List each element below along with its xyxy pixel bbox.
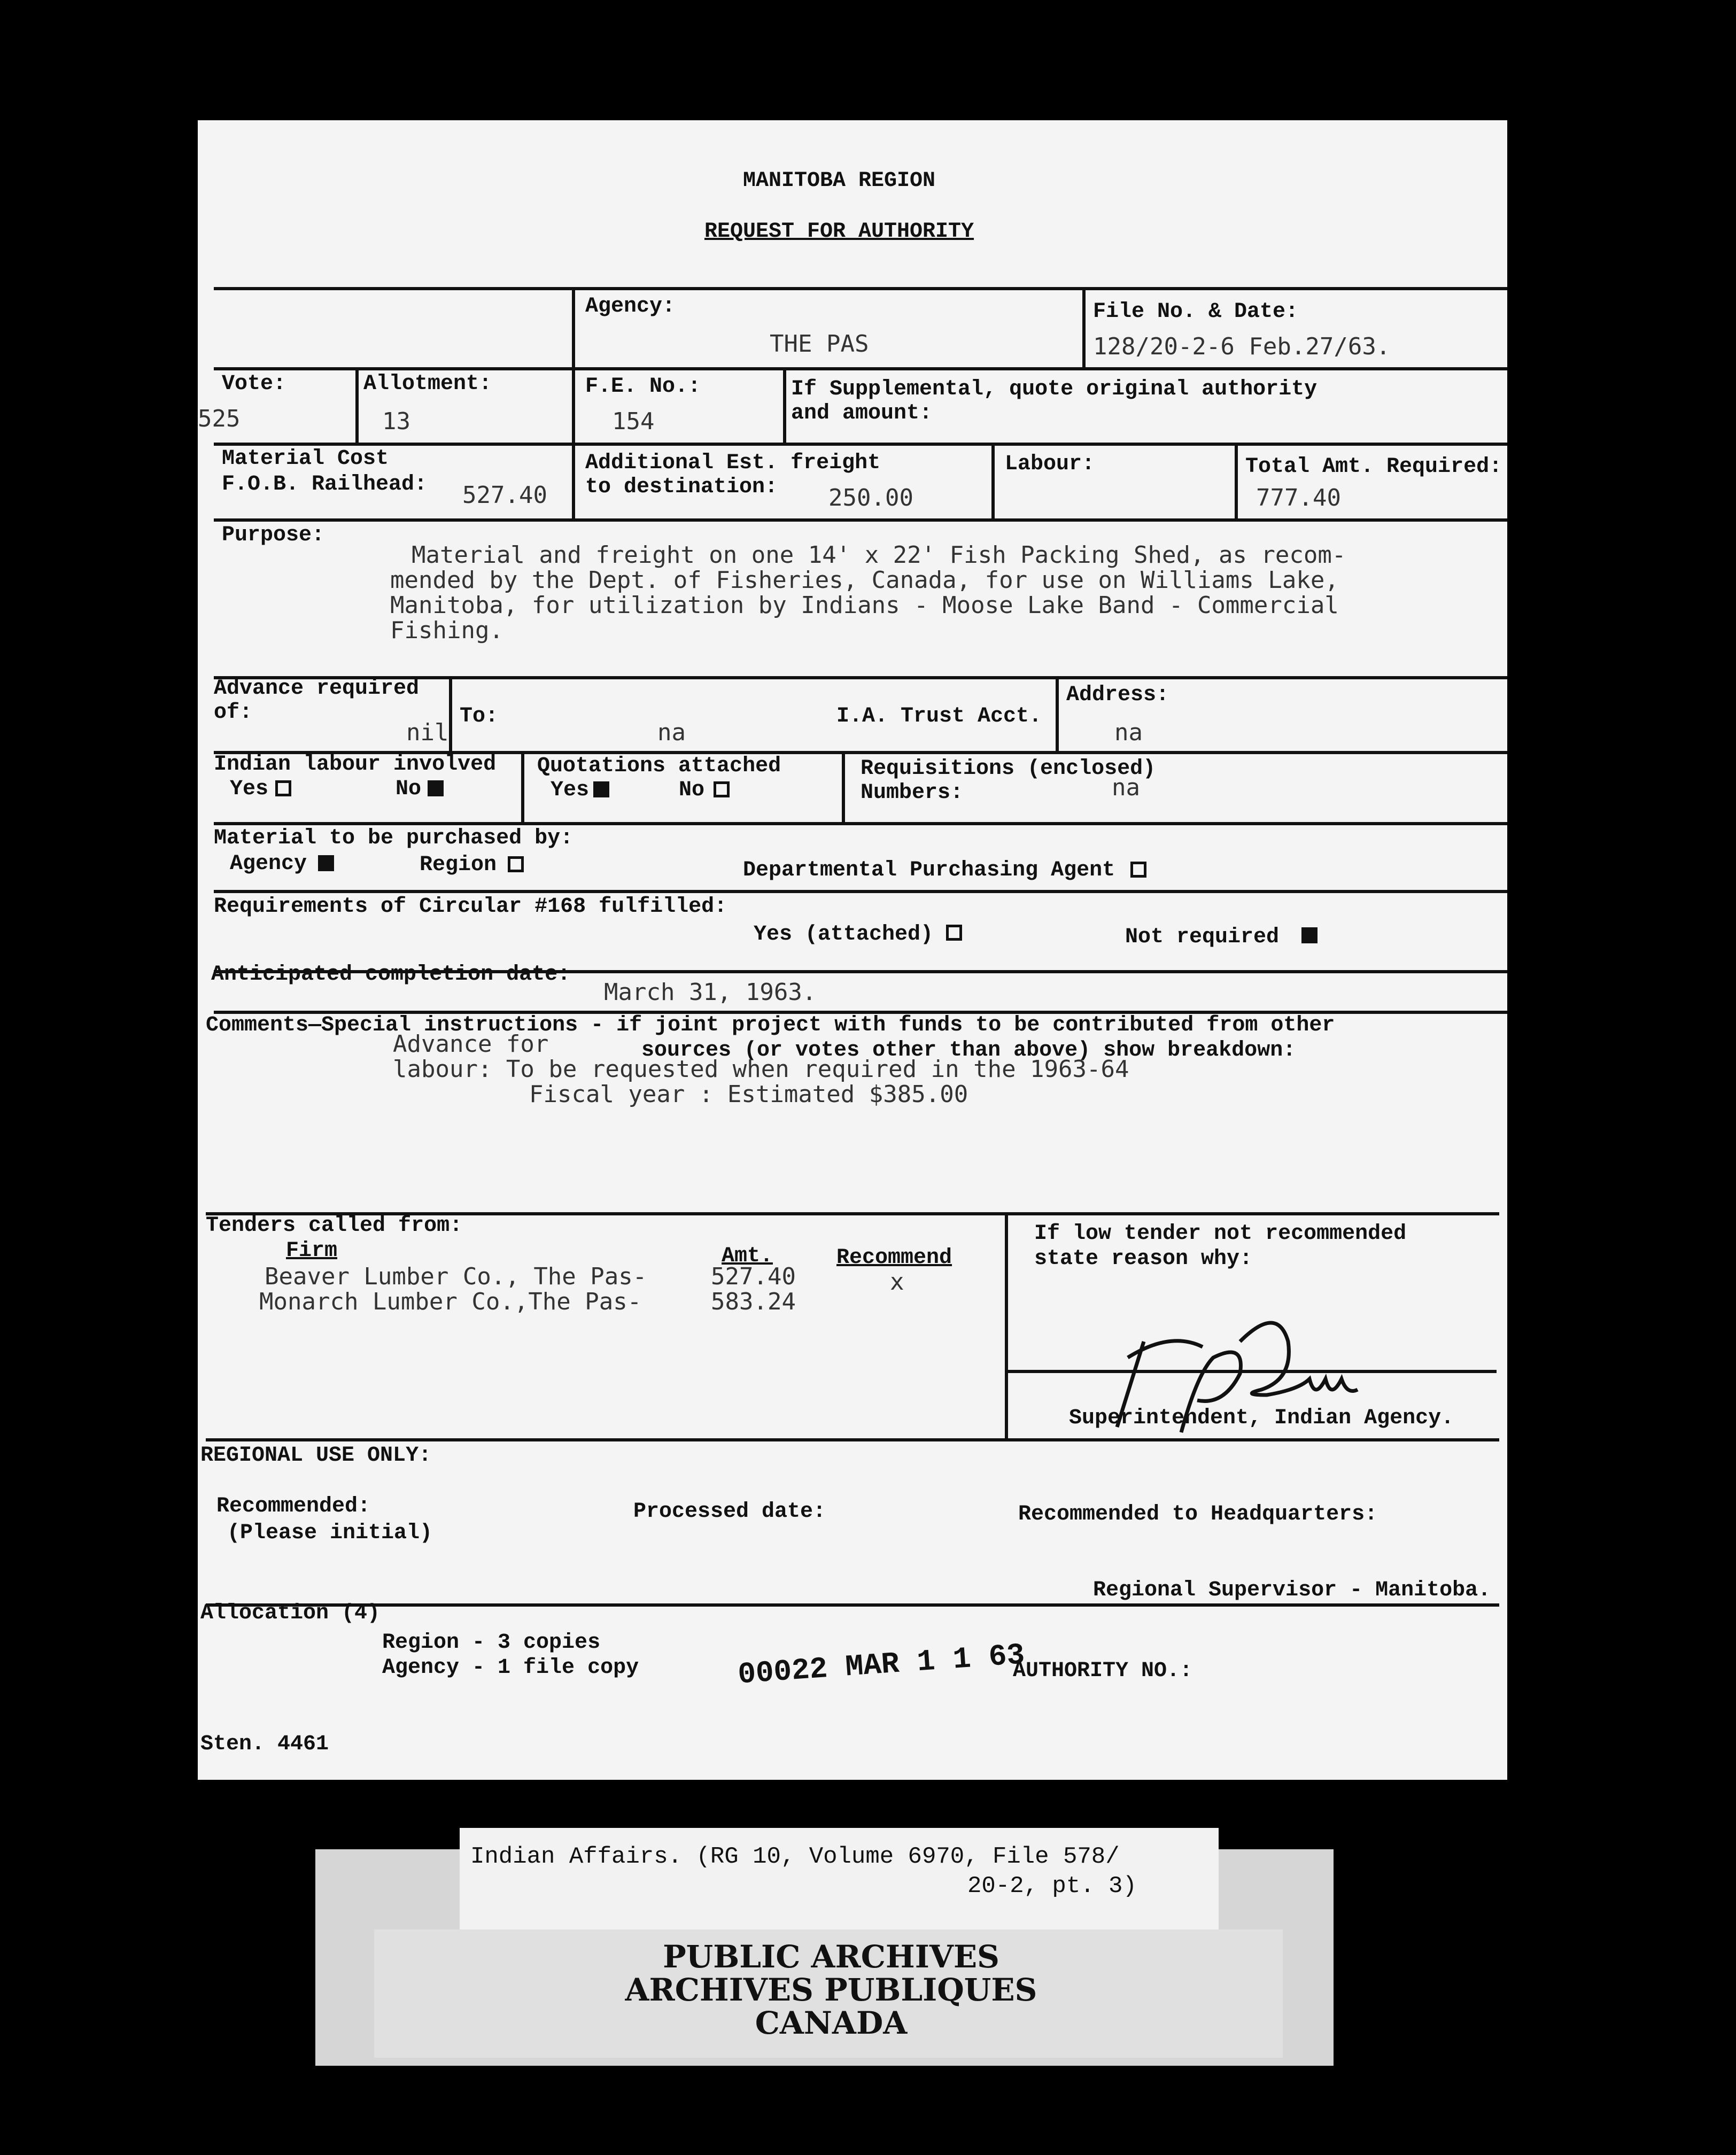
total-value: 777.40 (1256, 484, 1341, 511)
processed-date-label: Processed date: (633, 1500, 826, 1524)
allocation-region: Region - 3 copies (382, 1631, 601, 1655)
grid-line (214, 822, 1507, 825)
grid-line (214, 287, 1507, 290)
grid-line (1056, 676, 1059, 751)
please-initial-label: (Please initial) (227, 1521, 433, 1545)
grid-line (991, 443, 995, 518)
purpose-label: Purpose: (222, 523, 325, 547)
purchase-agency-label: Agency (230, 852, 307, 876)
completion-label: Anticipated completion date: (211, 963, 571, 987)
tenders-firm-header: Firm (286, 1239, 338, 1263)
advance-label-of: of: (214, 701, 253, 725)
grid-line (214, 443, 1507, 446)
superintendent-label: Superintendent, Indian Agency. (1069, 1406, 1454, 1430)
fe-label: F.E. No.: (585, 375, 701, 399)
circular-not-required-label: Not required (1125, 925, 1280, 949)
low-tender-label-reason: state reason why: (1034, 1247, 1253, 1271)
address-label: Address: (1066, 683, 1169, 707)
circular-yes-label: Yes (attached) (754, 923, 934, 947)
tenders-label: Tenders called from: (206, 1214, 463, 1238)
indian-labour-no-checkbox[interactable] (428, 780, 444, 796)
agency-value: THE PAS (770, 330, 869, 358)
grid-line (1235, 443, 1238, 518)
quotations-label: Quotations attached (537, 754, 781, 778)
material-cost-label-fob: F.O.B. Railhead: (222, 472, 428, 497)
vote-label: Vote: (222, 372, 286, 396)
recommended-label: Recommended: (216, 1494, 371, 1518)
comments-label: Comments—Special instructions - if joint project with funds to be contributed from other (206, 1013, 1335, 1037)
advance-value: nil (406, 719, 449, 746)
authority-label: AUTHORITY NO.: (1013, 1659, 1193, 1683)
quotations-yes-label: Yes (551, 778, 590, 802)
requisitions-numbers-label: Numbers: (861, 781, 964, 805)
address-value: na (1114, 719, 1143, 746)
tender-amount: 527.40 (711, 1263, 796, 1290)
form-title: REQUEST FOR AUTHORITY (704, 220, 974, 244)
allocation-agency: Agency - 1 file copy (382, 1656, 639, 1680)
archive-stamp-line: CANADA (755, 2005, 908, 2041)
purpose-line: Fishing. (390, 617, 503, 644)
labour-label: Labour: (1005, 452, 1095, 476)
vote-value: 525 (198, 405, 241, 432)
quotations-yes-checkbox[interactable] (593, 781, 609, 797)
region-header: MANITOBA REGION (742, 169, 936, 193)
recommended-hq-label: Recommended to Headquarters: (1018, 1502, 1378, 1526)
archive-reference-card (460, 1828, 1219, 1935)
material-cost-value: 527.40 (462, 482, 547, 509)
purchase-dept-label: Departmental Purchasing Agent (743, 858, 1115, 882)
archive-reference-line: Indian Affairs. (RG 10, Volume 6970, File 578/ (470, 1843, 1120, 1870)
allotment-label: Allotment: (363, 372, 492, 396)
indian-labour-label: Indian labour involved (214, 753, 497, 777)
trust-account-label: I.A. Trust Acct. (836, 704, 1042, 728)
requisitions-value: na (1112, 774, 1140, 801)
grid-line (1005, 1212, 1008, 1438)
grid-line (572, 287, 575, 518)
grid-line (1082, 287, 1086, 367)
advance-label: Advance required (214, 677, 420, 701)
tender-firm: Beaver Lumber Co., The Pas- (265, 1263, 647, 1290)
quotations-no-label: No (679, 778, 705, 802)
grid-line (214, 890, 1507, 893)
indian-labour-yes-checkbox[interactable] (275, 780, 291, 796)
purchase-agency-checkbox[interactable] (318, 855, 334, 871)
comments-label-sources: sources (or votes other than above) show breakdown: (641, 1038, 1296, 1063)
circular-not-required-checkbox[interactable] (1301, 927, 1318, 943)
tender-firm: Monarch Lumber Co.,The Pas- (259, 1288, 642, 1315)
allocation-label: Allocation (4) (200, 1601, 381, 1625)
file-value: 128/20-2-6 Feb.27/63. (1093, 333, 1391, 360)
form-paper (198, 120, 1507, 1780)
supplemental-label: If Supplemental, quote original authority (791, 377, 1318, 401)
purpose-line: Material and freight on one 14' x 22' Fish Packing Shed, as recom- (412, 541, 1346, 569)
fe-value: 154 (612, 408, 655, 435)
indian-labour-yes-label: Yes (230, 777, 269, 801)
allotment-value: 13 (382, 408, 410, 435)
purpose-line: Manitoba, for utilization by Indians - Moose Lake Band - Commercial (390, 592, 1339, 619)
completion-value: March 31, 1963. (604, 979, 817, 1006)
grid-line (206, 1603, 1499, 1607)
purchase-region-label: Region (420, 853, 497, 877)
circular-yes-checkbox[interactable] (946, 925, 962, 941)
freight-value: 250.00 (828, 484, 913, 511)
agency-label: Agency: (585, 294, 676, 319)
comments-typed-labour: labour: To be requested when required in the 1963-64 (393, 1056, 1129, 1083)
to-value: na (657, 719, 686, 746)
freight-label-destination: to destination: (585, 475, 778, 499)
grid-line (449, 676, 452, 751)
low-tender-label: If low tender not recommended (1034, 1222, 1407, 1246)
archive-stamp-line: PUBLIC ARCHIVES (663, 1939, 999, 1975)
material-purchase-label: Material to be purchased by: (214, 826, 574, 850)
purchase-region-checkbox[interactable] (508, 856, 524, 872)
date-stamp: 00022 MAR 1 1 63 (737, 1638, 1026, 1692)
tenders-recommend-header: Recommend (836, 1246, 952, 1270)
grid-line (783, 367, 786, 443)
grid-line (355, 367, 359, 443)
grid-line (521, 751, 524, 822)
requisitions-label: Requisitions (enclosed) (861, 757, 1156, 781)
to-label: To: (460, 704, 499, 728)
regional-supervisor-label: Regional Supervisor - Manitoba. (1093, 1578, 1491, 1602)
tender-recommend-mark: x (890, 1268, 904, 1296)
tenders-amt-header: Amt. (722, 1244, 773, 1268)
freight-label: Additional Est. freight (585, 451, 881, 475)
tender-amount: 583.24 (711, 1288, 796, 1315)
file-label: File No. & Date: (1093, 300, 1299, 324)
quotations-no-checkbox[interactable] (714, 781, 730, 797)
archive-stamp-line: ARCHIVES PUBLIQUES (625, 1972, 1037, 2008)
regional-use-label: REGIONAL USE ONLY: (200, 1444, 432, 1468)
grid-line (214, 367, 1507, 370)
indian-labour-no-label: No (396, 777, 422, 801)
circular-label: Requirements of Circular #168 fulfilled: (214, 895, 727, 919)
purchase-dept-checkbox[interactable] (1130, 862, 1146, 878)
grid-line (842, 751, 845, 822)
grid-line (206, 1438, 1499, 1441)
comments-typed-advance: Advance for (393, 1030, 549, 1058)
sten-label: Sten. 4461 (200, 1732, 329, 1756)
purpose-line: mended by the Dept. of Fisheries, Canada, for use on Williams Lake, (390, 567, 1339, 594)
grid-line (214, 518, 1507, 522)
archive-stamp (374, 1929, 1283, 2058)
supplemental-label-amount: and amount: (791, 401, 933, 425)
comments-typed-fiscal: Fiscal year : Estimated $385.00 (529, 1081, 968, 1108)
archive-reference-line: 20-2, pt. 3) (967, 1873, 1137, 1900)
total-label: Total Amt. Required: (1245, 455, 1502, 479)
material-cost-label: Material Cost (222, 447, 389, 471)
